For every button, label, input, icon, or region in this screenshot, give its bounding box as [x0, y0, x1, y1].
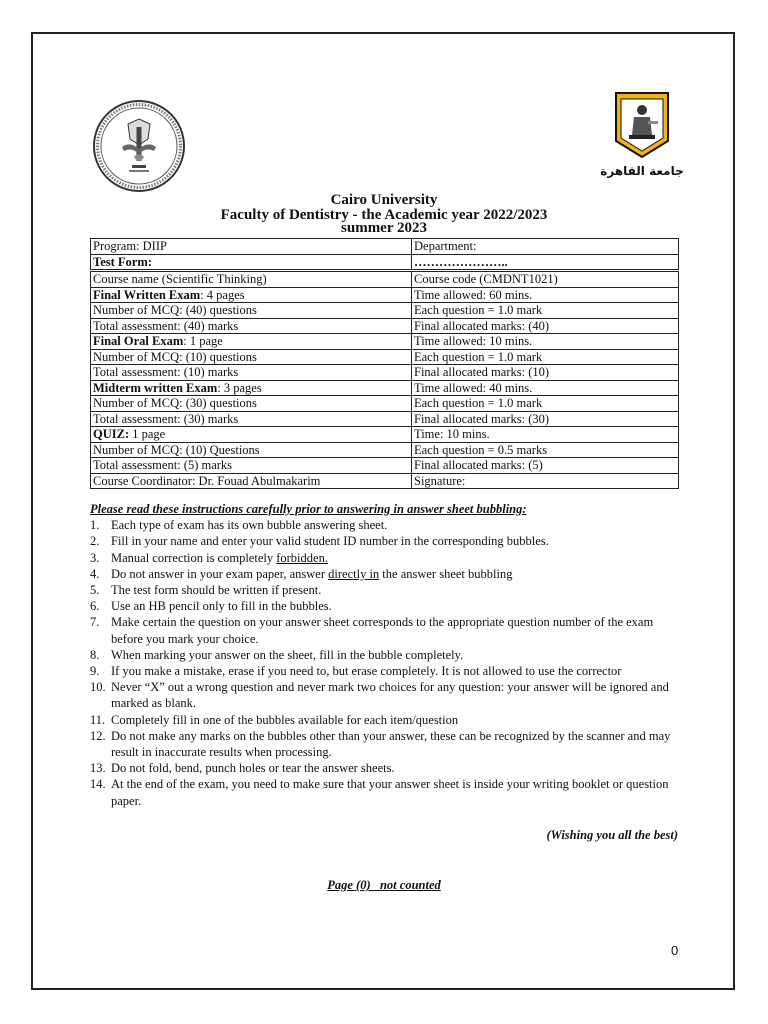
info-table-row	[91, 473, 679, 489]
info-cell-right: Course code (CMDNT1021)	[412, 271, 679, 288]
instruction-text: Manual correction is completely	[111, 550, 277, 565]
closing-wish: (Wishing you all the best)	[546, 828, 678, 842]
instruction-item	[90, 679, 680, 711]
info-cell-left-text: Number of MCQ: (30) questions	[93, 396, 257, 411]
info-cell-right: Each question = 0.5 marks	[412, 442, 679, 458]
info-cell-right: Time allowed: 40 mins.	[412, 380, 679, 396]
instruction-item	[90, 647, 680, 663]
info-cell-left-text: : 1 page	[183, 334, 223, 349]
instruction-text: Do not fold, bend, punch holes or tear the answer sheets.	[111, 761, 395, 776]
info-table-row	[91, 303, 679, 319]
info-table-row	[91, 365, 679, 381]
info-cell-left-text: Number of MCQ: (10) Questions	[93, 442, 260, 457]
info-cell-left-text: Total assessment: (30) marks	[93, 411, 239, 426]
instruction-item	[90, 614, 680, 646]
instruction-text: Make certain the question on your answer sheet corresponds to the appropriate question number of the exam before you mark your choice.	[111, 615, 654, 646]
faculty-seal-logo	[92, 99, 186, 193]
instructions-title: Please read these instructions carefully prior to answering in answer sheet bubbling:	[90, 502, 527, 516]
info-cell-right: Each question = 1.0 mark	[412, 303, 679, 319]
info-cell-left	[91, 318, 412, 334]
instruction-number: 5.	[90, 583, 100, 598]
instruction-number: 3.	[90, 550, 100, 565]
info-table-row	[91, 318, 679, 334]
instruction-item	[90, 517, 680, 533]
info-cell-left	[91, 411, 412, 427]
info-cell-left-heading: Test Form:	[93, 254, 152, 269]
info-table-row	[91, 334, 679, 350]
info-cell-right: Department:	[412, 239, 679, 255]
info-cell-right: Final allocated marks: (10)	[412, 365, 679, 381]
instruction-item	[90, 550, 680, 566]
page-number: 0	[671, 943, 679, 958]
info-cell-left	[91, 303, 412, 319]
document-header	[90, 193, 678, 236]
instruction-number: 12.	[90, 728, 106, 743]
instruction-text: The test form should be written if present.	[111, 583, 322, 598]
info-table-row	[91, 442, 679, 458]
info-table-row	[91, 458, 679, 474]
info-cell-right: Time allowed: 60 mins.	[412, 287, 679, 303]
info-table-row	[91, 349, 679, 365]
exam-term: summer 2023	[341, 220, 427, 236]
instruction-text: If you make a mistake, erase if you need to, but erase completely. It is not allowed to use the corrector	[111, 664, 622, 679]
info-cell-right: Each question = 1.0 mark	[412, 396, 679, 412]
instruction-item	[90, 533, 680, 549]
info-cell-left-text: Total assessment: (5) marks	[93, 458, 233, 473]
instruction-text: Do not make any marks on the bubbles other than your answer, these can be recognized by the scanner and may result in inaccurate results when processing.	[111, 728, 671, 760]
instruction-number: 1.	[90, 518, 100, 533]
info-cell-left-heading: Midterm written Exam	[93, 380, 218, 395]
info-cell-right: Signature:	[412, 473, 679, 489]
info-cell-left-text: Number of MCQ: (40) questions	[93, 303, 257, 318]
instructions-section	[90, 501, 680, 809]
info-cell-left-text: Total assessment: (10) marks	[93, 365, 239, 380]
info-table-row	[91, 254, 679, 271]
info-cell-left-heading: Final Oral Exam	[93, 334, 184, 349]
info-cell-left-heading: Final Written Exam	[93, 287, 201, 302]
cairo-university-logo	[600, 91, 684, 187]
instruction-number: 10.	[90, 680, 106, 695]
instruction-number: 11.	[90, 712, 106, 727]
info-cell-right: Each question = 1.0 mark	[412, 349, 679, 365]
info-cell-right: Final allocated marks: (5)	[412, 458, 679, 474]
info-cell-left	[91, 380, 412, 396]
info-cell-left-text: : 3 pages	[217, 380, 262, 395]
info-table-row	[91, 271, 679, 288]
info-cell-left	[91, 458, 412, 474]
info-cell-left	[91, 239, 412, 255]
instruction-text: Never “X” out a wrong question and never mark two choices for any question: your answer will be ignored and marked as blank.	[111, 680, 669, 711]
instruction-item	[90, 598, 680, 614]
info-cell-left	[91, 271, 412, 288]
info-table-row	[91, 380, 679, 396]
instruction-text: Do not answer in your exam paper, answer	[111, 566, 329, 581]
instruction-emphasis: directly in	[328, 566, 380, 581]
instruction-item	[90, 712, 680, 728]
info-cell-right: Time allowed: 10 mins.	[412, 334, 679, 350]
instruction-item	[90, 582, 680, 598]
instruction-number: 4.	[90, 566, 100, 581]
info-cell-left	[91, 287, 412, 303]
info-table-row	[91, 239, 679, 255]
info-table-row	[91, 411, 679, 427]
info-table-row	[91, 396, 679, 412]
instruction-item	[90, 728, 680, 760]
info-cell-left-text: Course Coordinator: Dr. Fouad Abulmakarim	[93, 473, 321, 488]
university-name: Cairo University	[330, 192, 438, 208]
page-not-counted-note: Page (0) not counted	[327, 878, 441, 892]
info-cell-right: Time: 10 mins.	[412, 427, 679, 443]
info-cell-left-text: Total assessment: (40) marks	[93, 318, 239, 333]
instruction-text: Use an HB pencil only to fill in the bubbles.	[111, 599, 332, 614]
instruction-item	[90, 663, 680, 679]
info-cell-left	[91, 254, 412, 271]
instruction-text-tail: the answer sheet bubbling	[379, 566, 513, 581]
info-cell-left	[91, 365, 412, 381]
instruction-text: Completely fill in one of the bubbles available for each item/question	[111, 712, 459, 727]
instruction-text: Each type of exam has its own bubble answering sheet.	[111, 518, 388, 533]
faculty-academic-year: Faculty of Dentistry - the Academic year 2022/2023	[220, 207, 548, 223]
info-cell-left-heading: QUIZ:	[93, 427, 130, 442]
info-cell-left-text: Number of MCQ: (10) questions	[93, 349, 257, 364]
info-cell-left	[91, 442, 412, 458]
info-cell-left-text: Program: DIIP	[93, 239, 167, 254]
instruction-text: When marking your answer on the sheet, fill in the bubble completely.	[111, 647, 464, 662]
info-cell-left	[91, 473, 412, 489]
instruction-item	[90, 760, 680, 776]
info-cell-left-text: 1 page	[129, 427, 166, 442]
instruction-item	[90, 566, 680, 582]
info-cell-right: Final allocated marks: (30)	[412, 411, 679, 427]
info-cell-left-text: Course name (Scientific Thinking)	[93, 272, 267, 287]
logo-arabic-text: جامعة القاهرة	[600, 164, 684, 178]
instructions-list	[90, 517, 680, 809]
info-cell-right: …………………..	[412, 254, 679, 271]
info-cell-left-text: : 4 pages	[200, 287, 245, 302]
info-cell-left	[91, 334, 412, 350]
instruction-text: At the end of the exam, you need to make sure that your answer sheet is inside your writing booklet or question paper.	[111, 777, 669, 808]
info-cell-right: Final allocated marks: (40)	[412, 318, 679, 334]
info-cell-left	[91, 349, 412, 365]
info-cell-left	[91, 396, 412, 412]
info-cell-left	[91, 427, 412, 443]
instruction-number: 9.	[90, 664, 100, 679]
instruction-number: 6.	[90, 599, 100, 614]
instruction-item	[90, 776, 680, 808]
instruction-number: 8.	[90, 647, 100, 662]
instruction-number: 2.	[90, 534, 100, 549]
instruction-number: 13.	[90, 761, 106, 776]
instruction-number: 14.	[90, 777, 106, 792]
instruction-number: 7.	[90, 615, 100, 630]
info-table-row	[91, 427, 679, 443]
exam-info-table	[90, 238, 679, 489]
instruction-text: Fill in your name and enter your valid student ID number in the corresponding bubbles.	[111, 534, 549, 549]
instruction-emphasis: forbidden.	[276, 550, 328, 565]
info-table-row	[91, 287, 679, 303]
